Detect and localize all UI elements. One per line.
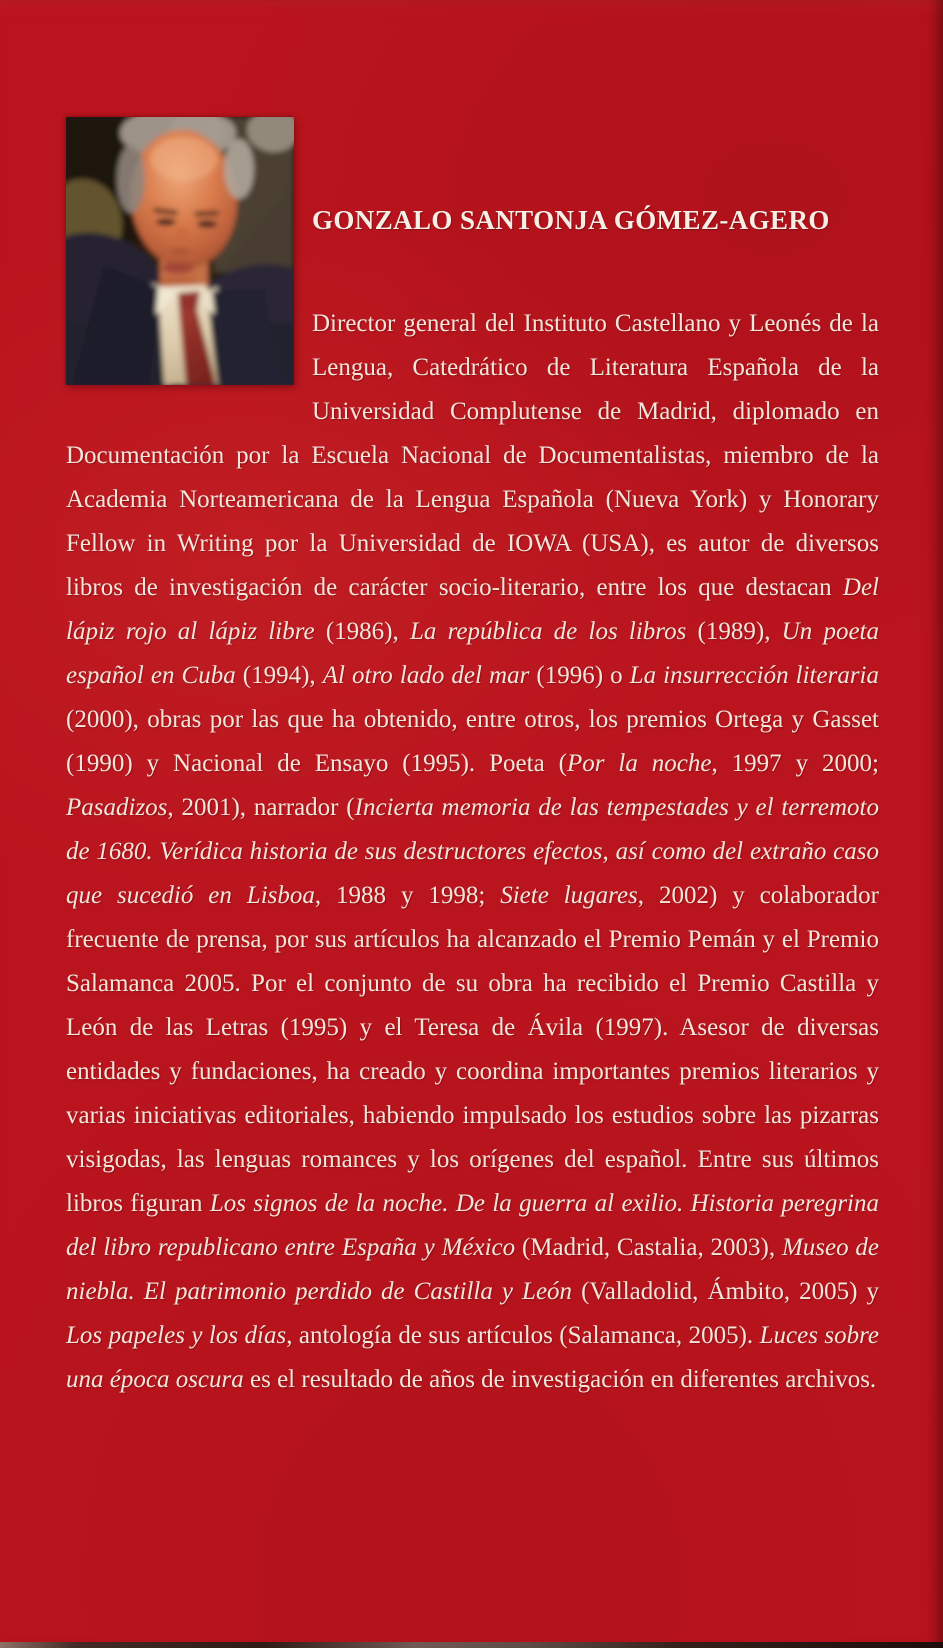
bio-text-run: es el resultado de años de investigación en diferentes archivos. xyxy=(243,1366,877,1393)
bio-book-title: La insurrección literaria xyxy=(629,662,879,689)
bio-book-title: Un poeta español en Cuba xyxy=(66,618,879,689)
bio-text-run: , 2001), narrador ( xyxy=(167,794,355,821)
bio-text-run: (1989), xyxy=(686,618,782,645)
bio-book-title: Del lápiz rojo al lápiz libre xyxy=(66,574,879,645)
bio-book-title: Los papeles y los días xyxy=(66,1322,287,1349)
scan-bottom-edge xyxy=(0,1642,943,1648)
bio-text-run: , antología de sus artículos (Salamanca, 2005). xyxy=(286,1322,760,1349)
bio-text-run: (2000), obras por las que ha obtenido, entre otros, los premios Ortega y Gasset (1990) y Nacional de Ensayo (1995). Poeta ( xyxy=(66,706,879,777)
author-portrait-photo xyxy=(66,117,294,385)
bio-text-run: , 1997 y 2000; xyxy=(711,750,879,777)
bio-text-run: (1996) o xyxy=(529,662,630,689)
bio-text-run: , 2002) y colaborador frecuente de prensa, por sus artículos ha alcanzado el Premio Pemán y el Premio Salamanca 2005. Por el conjunto de su obra ha recibido el Premio Castilla y León de las Letras (1995) y el Teresa de Ávila (1997). Asesor de diversas entidades y fundaciones, ha creado y coordina importantes premios literarios y varias iniciativas editoriales, habiendo impulsado los estudios sobre las pizarras visigodas, las lenguas romances y los orígenes del español. Entre sus últimos libros figuran xyxy=(66,882,879,1217)
bio-book-title: Siete lugares xyxy=(500,882,638,909)
bio-text xyxy=(66,302,879,1402)
bio-book-title: Al otro lado del mar xyxy=(322,662,530,689)
bio-text-run: (Valladolid, Ámbito, 2005) y xyxy=(572,1278,879,1305)
author-name: GONZALO SANTONJA GÓMEZ-AGERO xyxy=(312,205,830,235)
bio-book-title: Pasadizos xyxy=(66,794,168,821)
bio-book-title: Museo de niebla. El patrimonio perdido de Castilla y León xyxy=(66,1234,880,1305)
bio-book-title: Luces sobre una época oscura xyxy=(66,1322,879,1393)
bio-book-title: La república de los libros xyxy=(409,618,687,645)
bio-book-title: Por la noche xyxy=(566,750,712,777)
bio-book-title: Incierta memoria de las tempestades y el terremoto de 1680. Verídica historia de sus destructores efectos, así como del extraño caso que sucedió en Lisboa xyxy=(66,794,879,909)
bio-text-run: Director general del Instituto Castellano y Leonés de la Lengua, Catedrático de Literatura Española de la Universidad Complutense de Madrid, diplomado en Documentación por la Escuela Nacional de Documentalistas, miembro de la Academia Norteamericana de la Lengua Española (Nueva York) y Honorary Fellow in Writing por la Universidad de IOWA (USA), es autor de diversos libros de investigación de carácter socio-literario, entre los que destacan xyxy=(66,310,879,601)
bio-text-run: (1986), xyxy=(314,618,410,645)
bio-text-run: , 1988 y 1998; xyxy=(314,882,501,909)
bio-book-title: Los signos de la noche. De la guerra al exilio. Historia peregrina del libro republicano entre España y México xyxy=(66,1190,879,1261)
bio-text-run: (Madrid, Castalia, 2003), xyxy=(515,1234,782,1261)
bio-text-run: (1994), xyxy=(235,662,323,689)
